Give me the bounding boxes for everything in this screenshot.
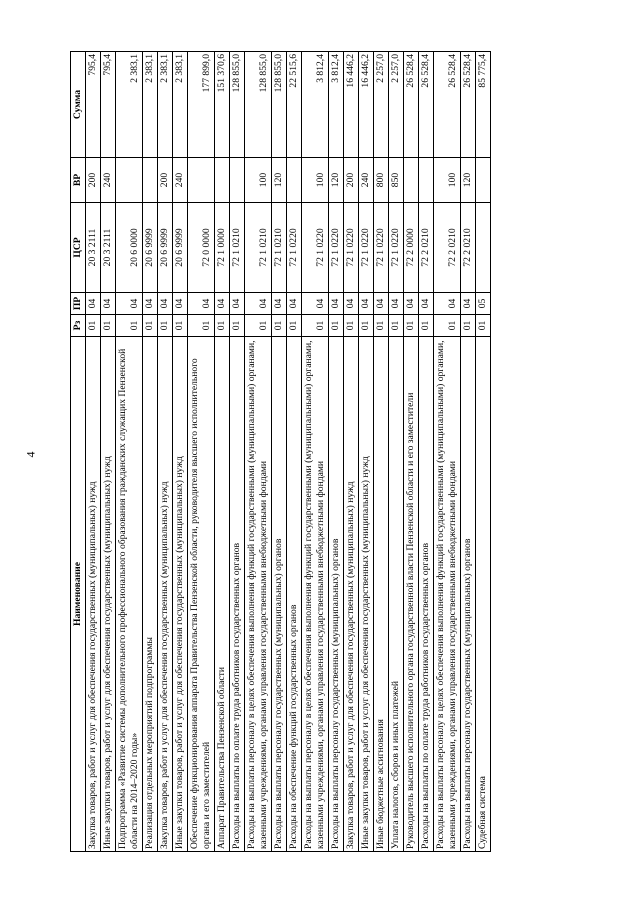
- cell-pr: 04: [359, 293, 374, 315]
- cell-rz: 01: [86, 315, 101, 337]
- table-row: [272, 52, 287, 852]
- rotated-table-container: [70, 52, 491, 852]
- cell-rz: 01: [344, 315, 359, 337]
- cell-vr: 100: [245, 158, 272, 203]
- cell-sum: 151 370,6: [215, 52, 230, 158]
- cell-vr: 240: [173, 158, 188, 203]
- cell-csr: 72 2 0210: [461, 203, 476, 293]
- cell-sum: 128 855,0: [245, 52, 272, 158]
- cell-name: Расходы на выплаты по оплате труда работников государственных органов: [230, 337, 245, 852]
- cell-name: Судебная система: [476, 337, 491, 852]
- cell-csr: 20 6 9999: [158, 203, 173, 293]
- cell-sum: 128 855,0: [272, 52, 287, 158]
- cell-sum: 2 257,0: [374, 52, 389, 158]
- cell-csr: 72 1 0220: [302, 203, 329, 293]
- cell-sum: 795,4: [101, 52, 116, 158]
- cell-name: Расходы на обеспечение функций государственных органов: [287, 337, 302, 852]
- table-row: [86, 52, 101, 852]
- cell-sum: 85 775,4: [476, 52, 491, 158]
- cell-csr: 72 1 0220: [374, 203, 389, 293]
- cell-pr: 04: [461, 293, 476, 315]
- cell-rz: 01: [173, 315, 188, 337]
- table-row: [404, 52, 419, 852]
- cell-pr: 04: [419, 293, 434, 315]
- cell-pr: 04: [245, 293, 272, 315]
- table-row: [374, 52, 389, 852]
- table-row: [116, 52, 143, 852]
- header-name: Наименование: [71, 337, 86, 852]
- cell-pr: 04: [143, 293, 158, 315]
- cell-rz: 01: [272, 315, 287, 337]
- page-number: 4: [23, 451, 38, 458]
- cell-csr: 20 3 2111: [101, 203, 116, 293]
- cell-vr: 200: [86, 158, 101, 203]
- cell-csr: 72 1 0220: [359, 203, 374, 293]
- cell-sum: 3 812,4: [302, 52, 329, 158]
- cell-csr: 72 0 0000: [188, 203, 215, 293]
- cell-rz: 01: [359, 315, 374, 337]
- cell-rz: 01: [461, 315, 476, 337]
- cell-sum: 2 383,1: [143, 52, 158, 158]
- header-sum: Сумма: [71, 52, 86, 158]
- cell-csr: 72 1 0220: [344, 203, 359, 293]
- cell-pr: 04: [215, 293, 230, 315]
- cell-sum: 128 855,0: [230, 52, 245, 158]
- cell-rz: 01: [329, 315, 344, 337]
- table-row: [215, 52, 230, 852]
- cell-csr: 72 1 0000: [215, 203, 230, 293]
- cell-vr: [476, 158, 491, 203]
- cell-sum: 26 528,4: [404, 52, 419, 158]
- cell-pr: 05: [476, 293, 491, 315]
- table-row: [143, 52, 158, 852]
- cell-csr: [476, 203, 491, 293]
- cell-vr: 850: [389, 158, 404, 203]
- table-row: [419, 52, 434, 852]
- cell-vr: [230, 158, 245, 203]
- table-row: [230, 52, 245, 852]
- table-row: [101, 52, 116, 852]
- cell-vr: 800: [374, 158, 389, 203]
- cell-name: Аппарат Правительства Пензенской области: [215, 337, 230, 852]
- cell-sum: 795,4: [86, 52, 101, 158]
- cell-name: Расходы на выплаты по оплате труда работников государственных органов: [419, 337, 434, 852]
- cell-sum: 16 446,2: [359, 52, 374, 158]
- table-header-row: [71, 52, 86, 852]
- header-rz: Рз: [71, 315, 86, 337]
- cell-name: Иные закупки товаров, работ и услуг для обеспечения государственных (муниципальных) нужд: [359, 337, 374, 852]
- cell-pr: 04: [329, 293, 344, 315]
- cell-sum: 26 528,4: [434, 52, 461, 158]
- cell-pr: 04: [158, 293, 173, 315]
- cell-csr: 72 1 0210: [245, 203, 272, 293]
- cell-vr: [287, 158, 302, 203]
- cell-csr: 72 1 0220: [329, 203, 344, 293]
- cell-name: Подпрограмма «Развитие системы дополнительного профессионального образования гражданских служащих Пензенской области на 2014–2020 годы»: [116, 337, 143, 852]
- cell-csr: 72 1 0210: [272, 203, 287, 293]
- cell-rz: 01: [245, 315, 272, 337]
- cell-rz: 01: [389, 315, 404, 337]
- cell-vr: 100: [302, 158, 329, 203]
- cell-pr: 04: [389, 293, 404, 315]
- cell-name: Расходы на выплаты персоналу в целях обеспечения выполнения функций государственными (муниципальными) органами, казенными учреждениями, органами управления государственными внебюджетными фондами: [302, 337, 329, 852]
- cell-sum: 2 257,0: [389, 52, 404, 158]
- cell-pr: 04: [188, 293, 215, 315]
- cell-vr: 240: [359, 158, 374, 203]
- cell-name: Закупка товаров, работ и услуг для обеспечения государственных (муниципальных) нужд: [158, 337, 173, 852]
- cell-sum: 26 528,4: [419, 52, 434, 158]
- cell-csr: 72 1 0210: [230, 203, 245, 293]
- cell-sum: 3 812,4: [329, 52, 344, 158]
- cell-vr: [116, 158, 143, 203]
- cell-name: Иные бюджетные ассигнования: [374, 337, 389, 852]
- cell-vr: 120: [272, 158, 287, 203]
- cell-name: Расходы на выплаты персоналу государственных (муниципальных) органов: [272, 337, 287, 852]
- cell-vr: 200: [158, 158, 173, 203]
- document-table-area: [70, 52, 580, 852]
- table-row: [173, 52, 188, 852]
- cell-csr: 72 1 0220: [389, 203, 404, 293]
- cell-sum: 16 446,2: [344, 52, 359, 158]
- cell-rz: 01: [143, 315, 158, 337]
- header-csr: ЦСР: [71, 203, 86, 293]
- cell-vr: 100: [434, 158, 461, 203]
- cell-rz: 01: [188, 315, 215, 337]
- cell-rz: 01: [434, 315, 461, 337]
- cell-vr: [215, 158, 230, 203]
- cell-pr: 04: [116, 293, 143, 315]
- cell-name: Иные закупки товаров, работ и услуг для обеспечения государственных (муниципальных) нужд: [173, 337, 188, 852]
- cell-pr: 04: [272, 293, 287, 315]
- cell-pr: 04: [101, 293, 116, 315]
- budget-table: [70, 51, 491, 852]
- cell-rz: 01: [101, 315, 116, 337]
- cell-rz: 01: [158, 315, 173, 337]
- table-row: [302, 52, 329, 852]
- cell-vr: 120: [461, 158, 476, 203]
- cell-name: Закупка товаров, работ и услуг для обеспечения государственных (муниципальных) нужд: [344, 337, 359, 852]
- cell-csr: 20 6 9999: [143, 203, 158, 293]
- cell-pr: 04: [374, 293, 389, 315]
- cell-vr: [419, 158, 434, 203]
- table-row: [158, 52, 173, 852]
- cell-name: Реализация отдельных мероприятий подпрограммы: [143, 337, 158, 852]
- cell-rz: 01: [116, 315, 143, 337]
- table-row: [245, 52, 272, 852]
- cell-vr: 200: [344, 158, 359, 203]
- cell-name: Расходы на выплаты персоналу в целях обеспечения выполнения функций государственными (муниципальными) органами, казенными учреждениями, органами управления государственными внебюджетными фондами: [245, 337, 272, 852]
- cell-vr: 240: [101, 158, 116, 203]
- cell-rz: 01: [404, 315, 419, 337]
- cell-pr: 04: [287, 293, 302, 315]
- cell-name: Руководитель высшего исполнительного органа государственной власти Пензенской области и его заместители: [404, 337, 419, 852]
- cell-pr: 04: [230, 293, 245, 315]
- table-row: [434, 52, 461, 852]
- table-row: [287, 52, 302, 852]
- cell-csr: 72 2 0210: [419, 203, 434, 293]
- table-row: [461, 52, 476, 852]
- cell-name: Закупка товаров, работ и услуг для обеспечения государственных (муниципальных) нужд: [86, 337, 101, 852]
- cell-pr: 04: [434, 293, 461, 315]
- cell-sum: 2 383,1: [116, 52, 143, 158]
- cell-name: Обеспечение функционирования аппарата Правительства Пензенской области, руководителя высшего исполнительного органа и его заместителей: [188, 337, 215, 852]
- table-row: [329, 52, 344, 852]
- header-vr: ВР: [71, 158, 86, 203]
- cell-pr: 04: [344, 293, 359, 315]
- cell-name: Уплата налогов, сборов и иных платежей: [389, 337, 404, 852]
- cell-rz: 01: [287, 315, 302, 337]
- cell-sum: 177 899,0: [188, 52, 215, 158]
- cell-rz: 01: [419, 315, 434, 337]
- cell-csr: 72 2 0210: [434, 203, 461, 293]
- cell-csr: 20 6 9999: [173, 203, 188, 293]
- cell-rz: 01: [215, 315, 230, 337]
- cell-csr: 20 3 2111: [86, 203, 101, 293]
- table-row: [359, 52, 374, 852]
- cell-csr: 72 2 0000: [404, 203, 419, 293]
- cell-sum: 2 383,1: [173, 52, 188, 158]
- header-pr: ПР: [71, 293, 86, 315]
- cell-csr: 20 6 0000: [116, 203, 143, 293]
- cell-sum: 26 528,4: [461, 52, 476, 158]
- cell-vr: [188, 158, 215, 203]
- cell-pr: 04: [86, 293, 101, 315]
- table-row: [476, 52, 491, 852]
- table-row: [188, 52, 215, 852]
- cell-name: Иные закупки товаров, работ и услуг для обеспечения государственных (муниципальных) нужд: [101, 337, 116, 852]
- cell-vr: [143, 158, 158, 203]
- cell-csr: 72 1 0220: [287, 203, 302, 293]
- cell-name: Расходы на выплаты персоналу государственных (муниципальных) органов: [461, 337, 476, 852]
- cell-rz: 01: [476, 315, 491, 337]
- table-row: [389, 52, 404, 852]
- cell-vr: [404, 158, 419, 203]
- cell-pr: 04: [404, 293, 419, 315]
- cell-name: Расходы на выплаты персоналу в целях обеспечения выполнения функций государственными (муниципальными) органами, казенными учреждениями, органами управления государственными внебюджетными фондами: [434, 337, 461, 852]
- cell-name: Расходы на выплаты персоналу государственных (муниципальных) органов: [329, 337, 344, 852]
- cell-rz: 01: [302, 315, 329, 337]
- cell-rz: 01: [230, 315, 245, 337]
- cell-vr: 120: [329, 158, 344, 203]
- cell-sum: 22 515,6: [287, 52, 302, 158]
- cell-pr: 04: [302, 293, 329, 315]
- cell-sum: 2 383,1: [158, 52, 173, 158]
- table-body: [86, 52, 491, 852]
- cell-pr: 04: [173, 293, 188, 315]
- table-row: [344, 52, 359, 852]
- cell-rz: 01: [374, 315, 389, 337]
